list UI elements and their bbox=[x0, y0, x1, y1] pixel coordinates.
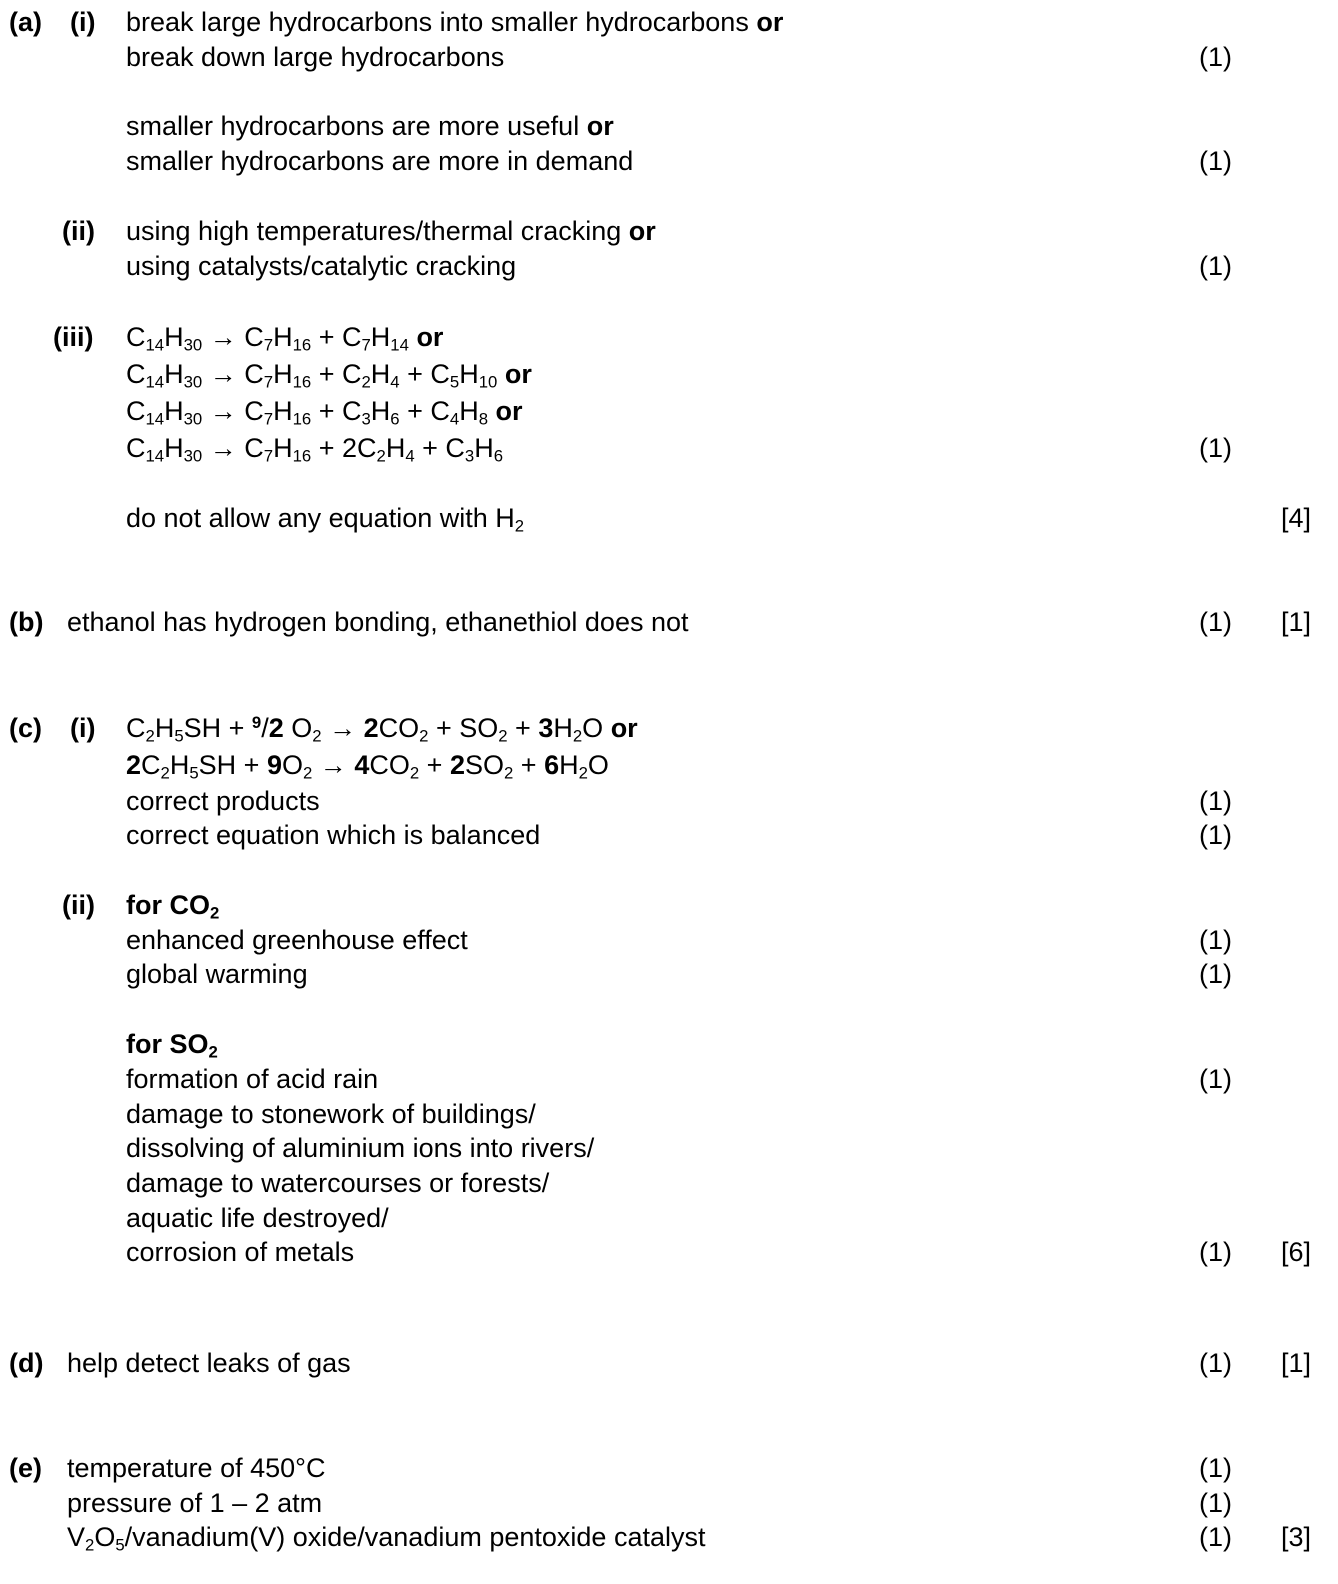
mark: (1) bbox=[1199, 1348, 1232, 1378]
total-d: [1] bbox=[1281, 1348, 1312, 1378]
c-i-line-3: correct products bbox=[126, 786, 320, 816]
co2-heading: for $CO_2$ bbox=[126, 890, 220, 923]
a-i-line-4: smaller hydrocarbons are more in demand bbox=[126, 146, 634, 176]
a-i-line-3: smaller hydrocarbons are more useful or bbox=[126, 111, 614, 141]
co2-line-2: global warming bbox=[126, 959, 308, 989]
part-a-i-label: (i) bbox=[70, 7, 96, 37]
so2-line-2: damage to stonework of buildings/ bbox=[126, 1099, 536, 1129]
a-ii-line-1: using high temperatures/thermal cracking or bbox=[126, 216, 656, 246]
a-i-line-2: break down large hydrocarbons bbox=[126, 42, 505, 72]
part-e-label: (e) bbox=[9, 1453, 42, 1483]
a-i-line-1: break large hydrocarbons into smaller hydrocarbons or bbox=[126, 7, 784, 37]
so2-line-6: corrosion of metals bbox=[126, 1237, 355, 1267]
mark: (1) bbox=[1199, 1237, 1232, 1267]
mark: (1) bbox=[1199, 607, 1232, 637]
a-ii-line-2: using catalysts/catalytic cracking bbox=[126, 251, 517, 281]
part-b-label: (b) bbox=[9, 607, 44, 637]
mark: (1) bbox=[1199, 1064, 1232, 1094]
e-line-2: pressure of 1 – 2 atm bbox=[67, 1488, 323, 1518]
part-c-i-label: (i) bbox=[70, 713, 96, 743]
total-a: [4] bbox=[1281, 503, 1312, 533]
so2-line-3: dissolving of aluminium ions into rivers/ bbox=[126, 1133, 595, 1163]
equation-3: $C_{14}H_{30} \to C_7H_{16} + C_3H_6 + C_4H_8$ or bbox=[126, 396, 523, 429]
mark: (1) bbox=[1199, 820, 1232, 850]
c-equation-1: $C_2H_5SH + ^9/2$ $O_2 \to 2CO_2 + SO_2 + 3H_2O$ or bbox=[126, 712, 638, 746]
so2-line-5: aquatic life destroyed/ bbox=[126, 1203, 389, 1233]
equation-4: $C_{14}H_{30} \to C_7H_{16} + 2C_2H_4 + C_3H_6$ bbox=[126, 433, 504, 466]
mark: (1) bbox=[1199, 1488, 1232, 1518]
mark: (1) bbox=[1199, 959, 1232, 989]
part-c-ii-label: (ii) bbox=[62, 890, 95, 920]
mark: (1) bbox=[1199, 786, 1232, 816]
part-d-label: (d) bbox=[9, 1348, 44, 1378]
mark: (1) bbox=[1199, 251, 1232, 281]
c-i-line-4: correct equation which is balanced bbox=[126, 820, 541, 850]
equation-2: $C_{14}H_{30} \to C_7H_{16} + C_2H_4 + C_5H_{10}$ or bbox=[126, 359, 532, 392]
so2-heading: for $SO_2$ bbox=[126, 1029, 218, 1062]
b-answer: ethanol has hydrogen bonding, ethanethiol does not bbox=[67, 607, 689, 637]
d-answer: help detect leaks of gas bbox=[67, 1348, 351, 1378]
e-line-3: $V_2O_5/vanadium(V)$ oxide/vanadium pentoxide catalyst bbox=[67, 1522, 706, 1555]
so2-line-1: formation of acid rain bbox=[126, 1064, 379, 1094]
a-iii-note: do not allow any equation with $H_2$ bbox=[126, 503, 525, 536]
total-c: [6] bbox=[1281, 1237, 1312, 1267]
part-a-ii-label: (ii) bbox=[62, 216, 95, 246]
mark: (1) bbox=[1199, 925, 1232, 955]
c-equation-2: $2C_2H_5SH + 9O_2 \to 4CO_2 + 2SO_2 + 6H_2O$ bbox=[126, 750, 609, 783]
mark: (1) bbox=[1199, 1522, 1232, 1552]
part-a-iii-label: (iii) bbox=[53, 322, 94, 352]
equation-1: $C_{14}H_{30} \to C_7H_{16} + C_7H_{14}$ or bbox=[126, 322, 444, 355]
mark: (1) bbox=[1199, 42, 1232, 72]
mark: (1) bbox=[1199, 1453, 1232, 1483]
part-a-label: (a) bbox=[9, 7, 42, 37]
so2-line-4: damage to watercourses or forests/ bbox=[126, 1168, 550, 1198]
mark: (1) bbox=[1199, 146, 1232, 176]
mark: (1) bbox=[1199, 433, 1232, 463]
total-b: [1] bbox=[1281, 607, 1312, 637]
part-c-label: (c) bbox=[9, 713, 42, 743]
co2-line-1: enhanced greenhouse effect bbox=[126, 925, 468, 955]
e-line-1: temperature of 450°C bbox=[67, 1453, 326, 1483]
total-e: [3] bbox=[1281, 1522, 1312, 1552]
